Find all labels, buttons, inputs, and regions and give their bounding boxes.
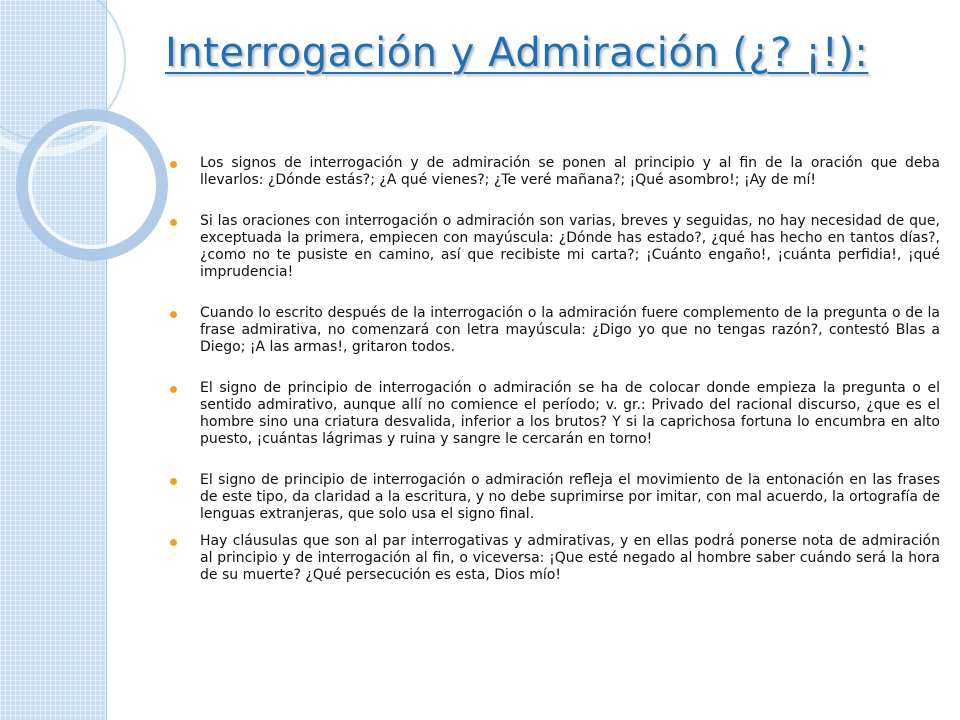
bullet-item [170, 213, 940, 281]
bullet-text: El signo de principio de interrogación o admiración refleja el movimiento de la entonación en las frases de este tipo, da claridad a la escritura, y no debe suprimirse por imitar, con mal acuerdo, la ortografía de lenguas extranjeras, que solo usa el signo final. [200, 472, 940, 522]
bullet-item [170, 155, 940, 189]
slide-title: Interrogación y Admiración (¿? ¡!): [165, 30, 869, 76]
bullet-dot-icon [170, 311, 177, 318]
bullet-text: Hay cláusulas que son al par interrogativas y admirativas, y en ellas podrá ponerse nota de admiración al principio y de interrogación al fin, o viceversa: ¡Que esté negado al hombre saber cuándo será la hora de su muerte? ¿Qué persecución es esta, Dios mío! [200, 533, 940, 583]
bullet-item [170, 305, 940, 356]
bullet-dot-icon [170, 539, 177, 546]
bullet-list [170, 155, 940, 584]
bullet-dot-icon [170, 161, 177, 168]
bullet-text: Si las oraciones con interrogación o admiración son varias, breves y seguidas, no hay necesidad de que, exceptuada la primera, empiecen con mayúscula: ¿Dónde has estado?, ¿qué has hecho en tantos días?, ¿como no te pusiste en camino, así que recibiste mi carta?; ¡Cuánto engaño!, ¡cuánta perfidia!, ¡qué imprudencia! [200, 213, 940, 280]
bullet-item [170, 533, 940, 584]
bullet-dot-icon [170, 386, 177, 393]
bullet-item [170, 472, 940, 523]
bullet-text: Cuando lo escrito después de la interrogación o la admiración fuere complemento de la pregunta o de la frase admirativa, no comenzará con letra mayúscula: ¿Digo yo que no tengas razón?, contestó Blas a Diego; ¡A las armas!, gritaron todos. [200, 305, 940, 355]
bullet-text: Los signos de interrogación y de admiración se ponen al principio y al fin de la oración que deba llevarlos: ¿Dónde estás?; ¿A qué vienes?; ¿Te veré mañana?; ¡Qué asombro!; ¡Ay de mí! [200, 155, 940, 188]
bullet-text: El signo de principio de interrogación o admiración se ha de colocar donde empieza la pregunta o el sentido admirativo, aunque allí no comience el período; v. gr.: Privado del racional discurso, ¿que es el hombre sino una criatura desvalida, inferior a los brutos? Y si la caprichosa fortuna lo encumbra en alto puesto, ¡cuántas lágrimas y ruina y sangre le cercarán en torno! [200, 380, 940, 447]
bullet-dot-icon [170, 478, 177, 485]
bullet-item [170, 380, 940, 448]
slide-content [170, 155, 940, 584]
bullet-dot-icon [170, 219, 177, 226]
